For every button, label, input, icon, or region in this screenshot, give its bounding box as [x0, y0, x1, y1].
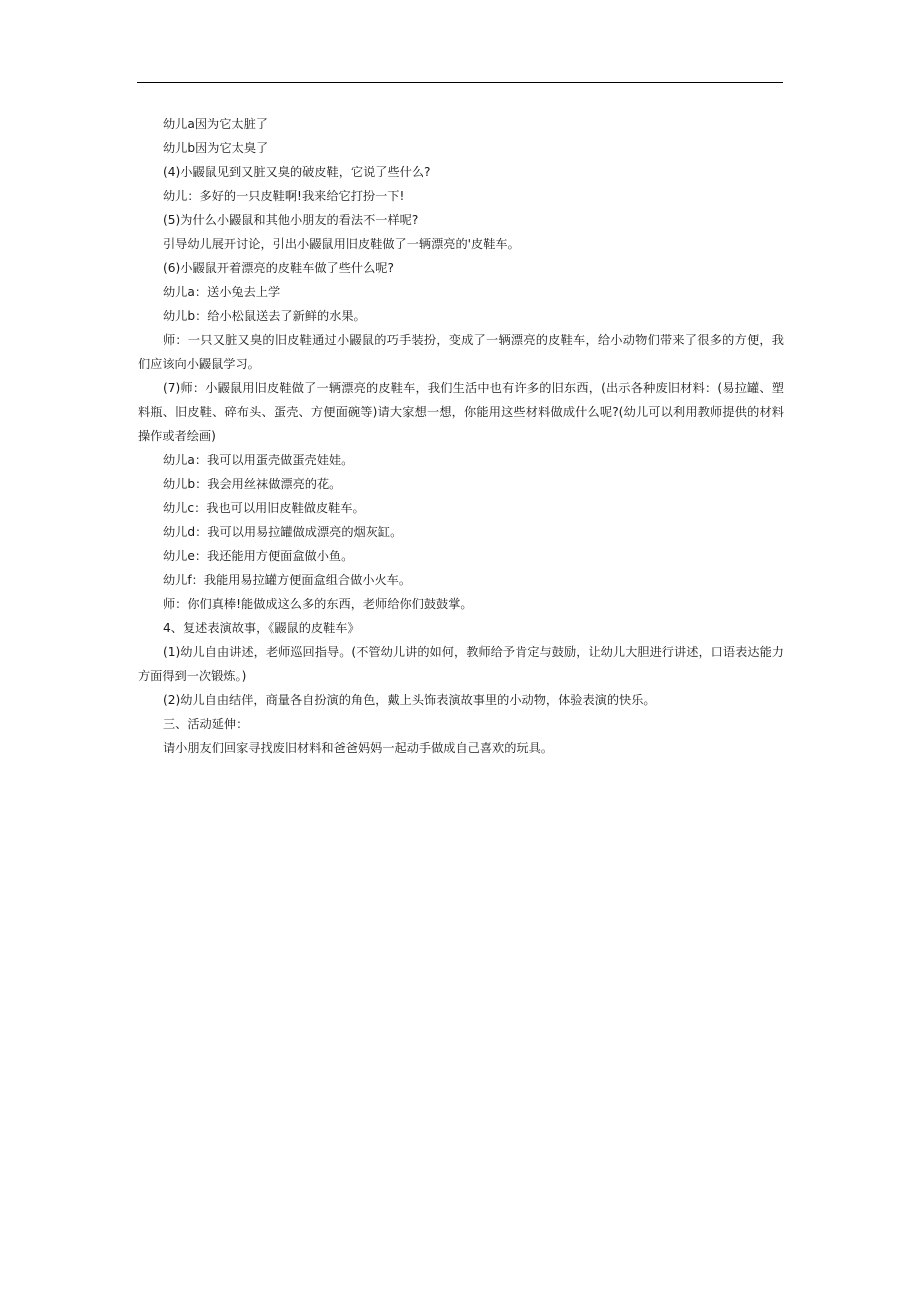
section-heading: 4、复述表演故事，《鼹鼠的皮鞋车》 [163, 621, 360, 635]
paragraph: 幼儿a因为它太脏了 [163, 117, 268, 131]
paragraph: 幼儿d：我可以用易拉罐做成漂亮的烟灰缸。 [163, 525, 403, 539]
section-heading: 三、活动延伸： [163, 717, 249, 731]
paragraph: 幼儿f：我能用易拉罐方便面盒组合做小火车。 [163, 573, 412, 587]
paragraph: (6)小鼹鼠开着漂亮的皮鞋车做了些什么呢? [163, 261, 394, 275]
paragraph: (1)幼儿自由讲述，老师巡回指导。(不管幼儿讲的如何，教师给予肯定与鼓励，让幼儿大胆进行讲述，口语表达能力方面得到一次锻炼。) [138, 645, 784, 683]
paragraph: (5)为什么小鼹鼠和其他小朋友的看法不一样呢? [163, 213, 419, 227]
paragraph: (2)幼儿自由结伴，商量各自扮演的角色，戴上头饰表演故事里的小动物，体验表演的快乐。 [163, 693, 656, 707]
paragraph: 幼儿a：送小兔去上学 [163, 285, 281, 299]
paragraph: 幼儿：多好的一只皮鞋啊!我来给它打扮一下! [163, 189, 405, 203]
paragraph: 请小朋友们回家寻找废旧材料和爸爸妈妈一起动手做成自己喜欢的玩具。 [163, 741, 553, 755]
paragraph: 师：一只又脏又臭的旧皮鞋通过小鼹鼠的巧手装扮，变成了一辆漂亮的皮鞋车，给小动物们带来了很多的方便，我们应该向小鼹鼠学习。 [138, 333, 784, 371]
paragraph: 幼儿b：我会用丝袜做漂亮的花。 [163, 477, 342, 491]
header-rule [137, 82, 783, 83]
paragraph: 幼儿c：我也可以用旧皮鞋做皮鞋车。 [163, 501, 365, 515]
paragraph: 师：你们真棒!能做成这么多的东西，老师给你们鼓鼓掌。 [163, 597, 473, 611]
paragraph: 幼儿e：我还能用方便面盒做小鱼。 [163, 549, 354, 563]
paragraph: 引导幼儿展开讨论，引出小鼹鼠用旧皮鞋做了一辆漂亮的'皮鞋车。 [163, 237, 520, 251]
paragraph: (4)小鼹鼠见到又脏又臭的破皮鞋，它说了些什么? [163, 165, 431, 179]
paragraph: (7)师：小鼹鼠用旧皮鞋做了一辆漂亮的皮鞋车，我们生活中也有许多的旧东西，(出示各种废旧材料：(易拉罐、塑料瓶、旧皮鞋、碎布头、蛋壳、方便面碗等)请大家想一想，你能用这些材料做成什么呢?(幼儿可以利用教师提供的材料操作或者绘画) [138, 381, 784, 443]
paragraph: 幼儿b因为它太臭了 [163, 141, 269, 155]
document-body [138, 112, 784, 760]
paragraph: 幼儿a：我可以用蛋壳做蛋壳娃娃。 [163, 453, 354, 467]
paragraph: 幼儿b：给小松鼠送去了新鲜的水果。 [163, 309, 366, 323]
